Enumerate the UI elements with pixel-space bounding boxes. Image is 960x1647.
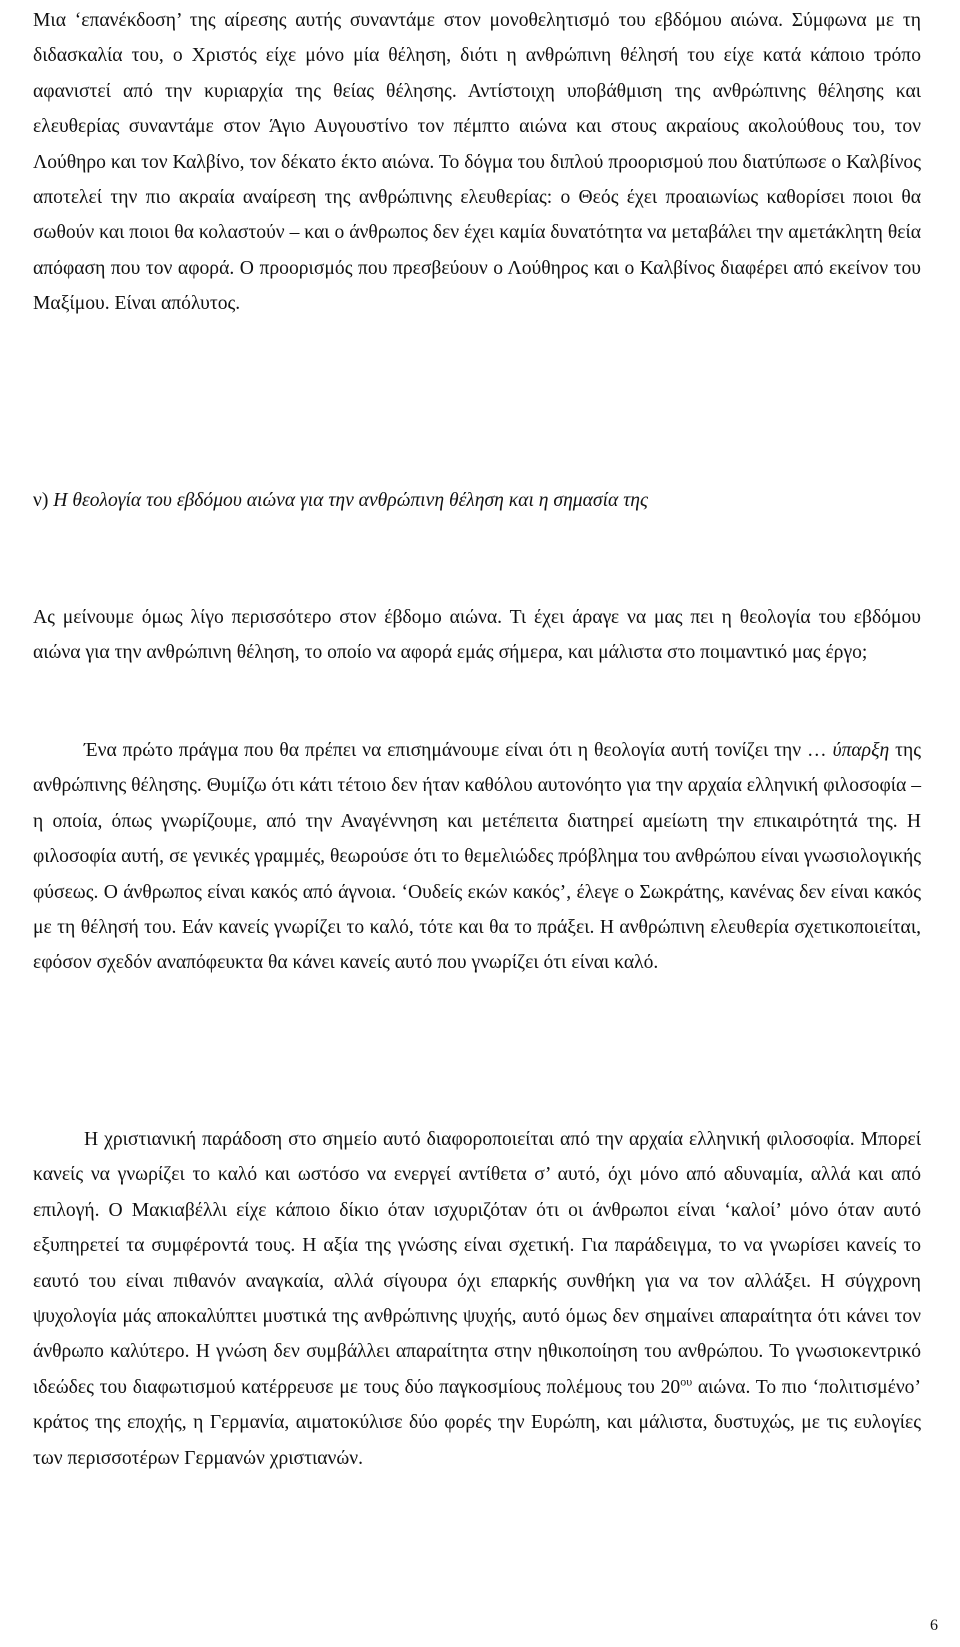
superscript-ordinal: ου xyxy=(680,1374,693,1389)
paragraph-existence-of-will xyxy=(33,733,921,981)
section-heading-number: ν) xyxy=(33,490,54,511)
paragraph-text-start: Η χριστιανική παράδοση στο σημείο αυτό διαφοροποιείται από την αρχαία ελληνική φιλοσοφία. Μπορεί κανείς να γνωρίζει το καλό και ωστόσο να ενεργεί αντίθετα σ’ αυτό, όχι μόνο από αδυναμία, αλλά και από επιλογή. Ο Μακιαβέλλι είχε κάποιο δίκιο όταν ισχυριζόταν ότι οι άνθρωποι είναι ‘καλοί’ μόνο όταν αυτό εξυπηρετεί τα συμφέροντά τους. Η αξία της γνώσης είναι σχετική. Για παράδειγμα, το να γνωρίσει κανείς το εαυτό του είναι πιθανόν αναγκαία, αλλά σίγουρα όχι επαρκής συνθήκη για να τον αλλάξει. Η σύγχρονη ψυχολογία μάς αποκαλύπτει μυστικά της ανθρώπινης ψυχής, αυτό όμως δεν σημαίνει απαραίτητα ότι κάνει τον άνθρωπο καλύτερο. Η γνώση δεν συμβάλλει απαραίτητα στην ηθικοποίηση του ανθρώπου. Το γνωσιοκεντρικό ιδεώδες του διαφωτισμού κατέρρευσε με τους δύο παγκοσμίους πολέμους του 20 xyxy=(33,1129,921,1398)
paragraph-text-start: Ένα πρώτο πράγμα που θα πρέπει να επισημάνουμε είναι ότι η θεολογία αυτή τονίζει την … xyxy=(84,740,833,761)
paragraph-monothelitism xyxy=(33,3,921,322)
page-number: 6 xyxy=(930,1617,938,1634)
paragraph-text: Ας μείνουμε όμως λίγο περισσότερο στον έβδομο αιώνα. Τι έχει άραγε να μας πει η θεολογία του εβδόμου αιώνα για την ανθρώπινη θέληση, το οποίο να αφορά εμάς σήμερα, και μάλιστα στο ποιμαντικό μας έργο; xyxy=(33,607,921,664)
paragraph-christian-tradition xyxy=(33,1122,921,1476)
paragraph-text-rest: της ανθρώπινης θέλησης. Θυμίζω ότι κάτι τέτοιο δεν ήταν καθόλου αυτονόητο για την αρχαία ελληνική φιλοσοφία – η οποία, όπως γνωρίζουμε, από την Αναγέννηση και μετέπειτα διατηρεί αμείωτη την επικαιρότητά της. Η φιλοσοφία αυτή, σε γενικές γραμμές, θεωρούσε ότι το θεμελιώδες πρόβλημα του ανθρώπου είναι γνωσιολογικής φύσεως. Ο άνθρωπος είναι κακός από άγνοια. ‘Ουδείς εκών κακός’, έλεγε ο Σωκράτης, κανένας δεν είναι κακός με τη θέλησή του. Εάν κανείς γνωρίζει το καλό, τότε και θα το πράξει. Η ανθρώπινη ελευθερία σχετικοποιείται, εφόσον σχεδόν αναπόφευκτα θα κάνει κανείς αυτό που γνωρίζει ότι είναι καλό. xyxy=(33,740,921,974)
section-heading xyxy=(33,483,921,518)
paragraph-text-rest: αιώνα. Το πιο ‘πολιτισμένο’ κράτος της εποχής, η Γερμανία, αιματοκύλισε δύο φορές την Ευρώπη, και μάλιστα, δυστυχώς, με τις ευλογίες των περισσοτέρων Γερμανών χριστιανών. xyxy=(33,1376,922,1469)
paragraph-seventh-century xyxy=(33,600,921,671)
emphasis-existence: ύπαρξη xyxy=(832,740,890,761)
paragraph-text: Μια ‘επανέκδοση’ της αίρεσης αυτής συναντάμε στον μονοθελητισμό του εβδόμου αιώνα. Σύμφωνα με τη διδασκαλία του, ο Χριστός είχε μόνο μία θέληση, διότι η ανθρώπινη θέλησή του είχε κατά κάποιο τρόπο αφανιστεί από την κυριαρχία της θείας θέλησης. Αντίστοιχη υποβάθμιση της ανθρώπινης θέλησης και ελευθερίας συναντάμε στον Άγιο Αυγουστίνο τον πέμπτο αιώνα και στους ακραίους ακολούθους του, τον Λούθηρο και τον Καλβίνο, τον δέκατο έκτο αιώνα. Το δόγμα του διπλού προορισμού που διατύπωσε ο Καλβίνος αποτελεί την πιο ακραία αναίρεση της ανθρώπινης ελευθερίας: ο Θεός έχει προαιωνίως καθορίσει ποιοι θα σωθούν και ποιοι θα κολαστούν – και ο άνθρωπος δεν έχει καμία δυνατότητα να μεταβάλει την αμετάκλητη θεία απόφαση που τον αφορά. Ο προορισμός που πρεσβεύουν ο Λούθηρος και ο Καλβίνος διαφέρει από εκείνον του Μαξίμου. Είναι απόλυτος. xyxy=(33,10,921,315)
section-heading-title: Η θεολογία του εβδόμου αιώνα για την ανθρώπινη θέληση και η σημασία της xyxy=(53,490,648,511)
